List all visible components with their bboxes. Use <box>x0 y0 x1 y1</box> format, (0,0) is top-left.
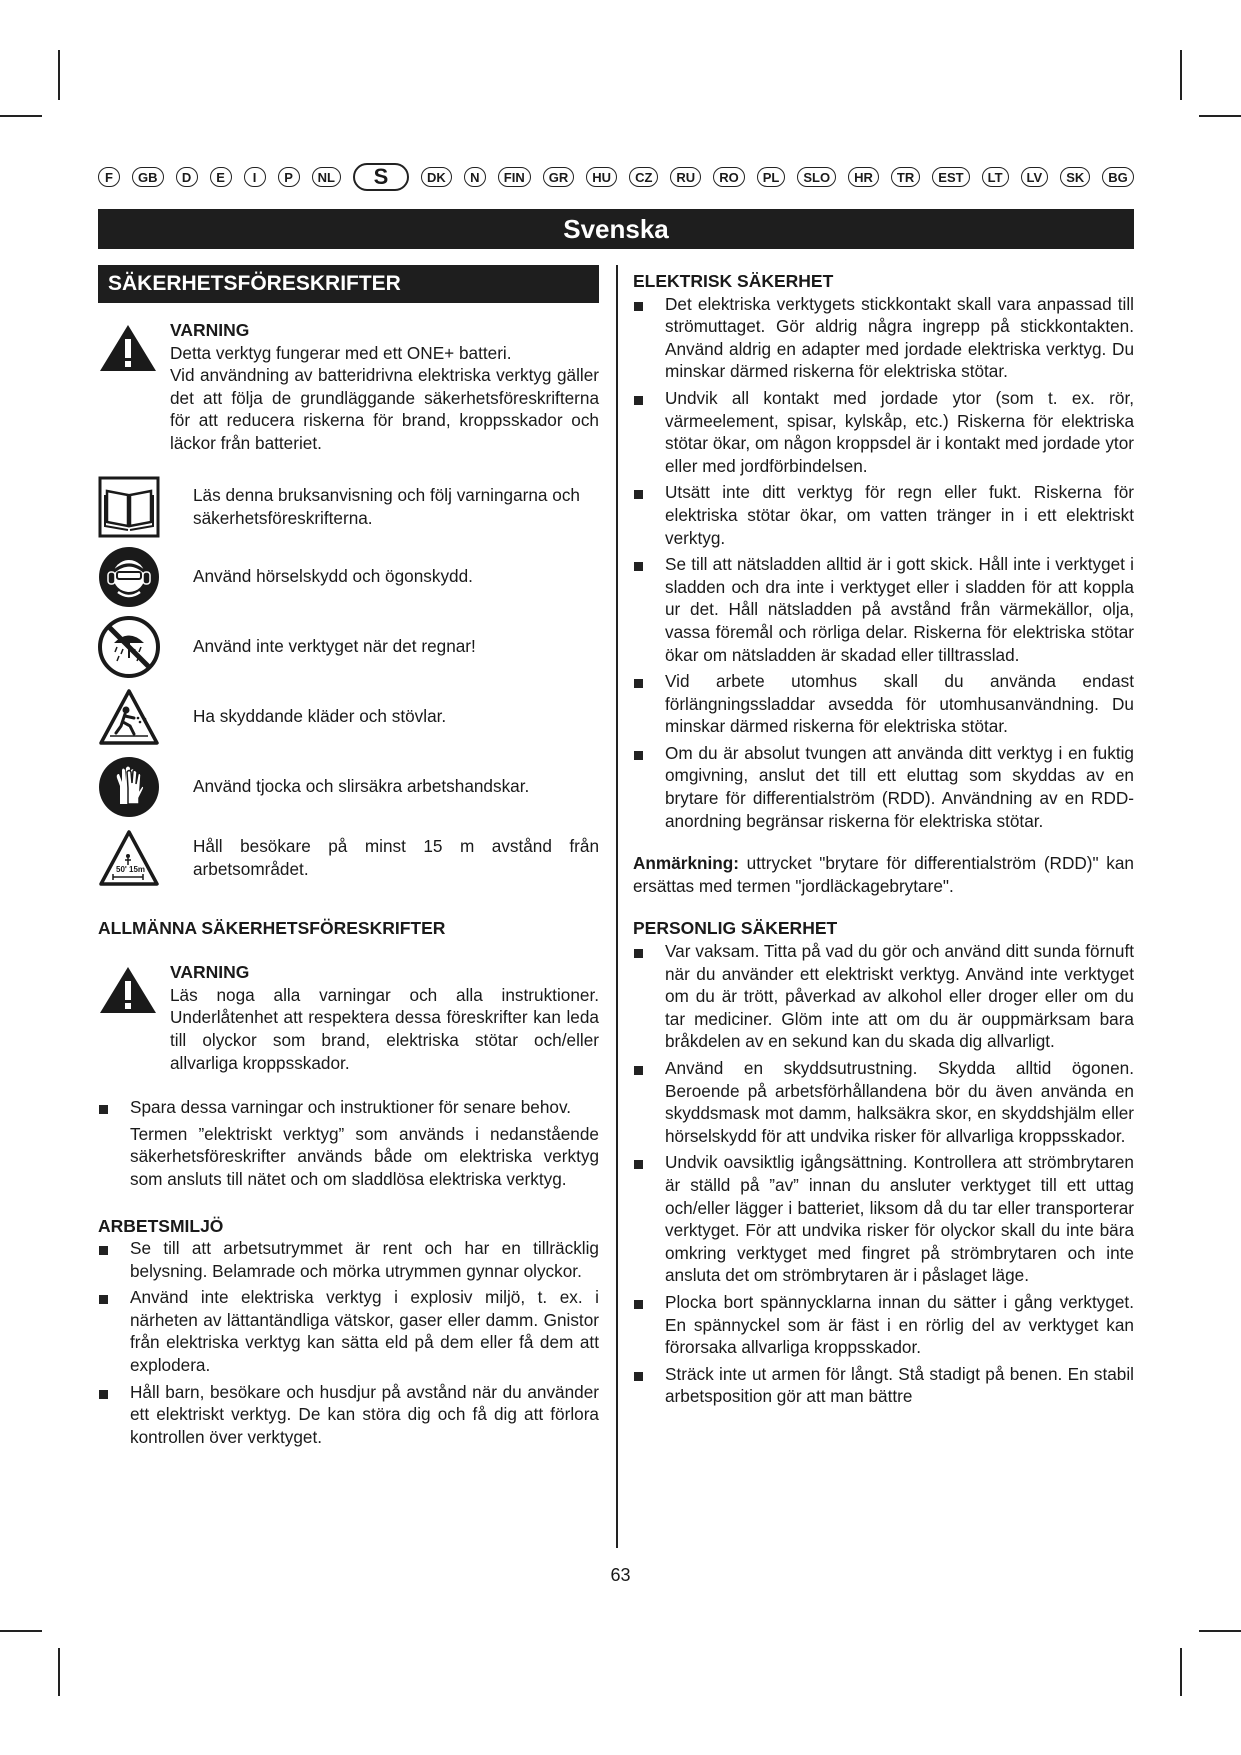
hearing-eye-protection-icon <box>98 546 170 608</box>
symbol-text: Läs denna bruksanvisning och följ varningarna och säkerhetsföreskrifterna. <box>193 484 580 528</box>
lang-tab: CZ <box>629 167 658 187</box>
symbol-text: Använd hörselskydd och ögonskydd. <box>193 566 473 587</box>
keep-distance-icon <box>98 829 170 887</box>
right-column <box>633 270 1134 1412</box>
warning-triangle-icon <box>98 961 170 1074</box>
lang-tab: PL <box>757 167 786 187</box>
warning-block <box>98 319 599 455</box>
page-number: 63 <box>610 1565 631 1585</box>
distance-meter-label: 15m <box>129 864 146 874</box>
note-label: Anmärkning: <box>633 853 739 874</box>
warning-block <box>98 961 599 1074</box>
list-item: Använd en skyddsutrustning. Skydda alltid ögonen. Beroende på arbetsförhållandena bör du även använda en skyddsmask mot damm, halksäkra skor, en skyddshjälm eller hörselskydd för att undvika risker för allvarliga kroppsskador. <box>633 1057 1134 1147</box>
list-item: Se till att arbetsutrymmet är rent och har en tillräcklig belysning. Belamrade och mörka utrymmen gynnar olyckor. <box>98 1237 599 1282</box>
lang-tab: DK <box>421 167 452 187</box>
symbol-row <box>98 617 599 677</box>
lang-tab: SLO <box>797 167 836 187</box>
electrical-safety-list <box>633 293 1134 833</box>
symbol-row <box>98 477 599 537</box>
symbol-row <box>98 757 599 817</box>
column-divider <box>616 265 618 1548</box>
symbol-row <box>98 687 599 747</box>
crop-mark <box>1199 1630 1241 1632</box>
lang-tab: P <box>278 167 300 187</box>
symbol-text: Använd inte verktyget när det regnar! <box>193 636 476 657</box>
crop-mark <box>1199 115 1241 117</box>
lang-tab: HR <box>848 167 879 187</box>
lang-tab: E <box>210 167 232 187</box>
lang-tab: SK <box>1060 167 1090 187</box>
symbol-row <box>98 827 599 889</box>
warning-triangle-icon <box>98 319 170 455</box>
warning-text: Detta verktyg fungerar med ett ONE+ batteri. <box>170 342 512 363</box>
warning-label: VARNING <box>170 962 250 983</box>
symbol-text: Ha skyddande kläder och stövlar. <box>193 706 447 727</box>
lang-tab: LT <box>982 167 1009 187</box>
list-item: Spara dessa varningar och instruktioner för senare behov. <box>98 1096 599 1119</box>
lang-tab: D <box>176 167 198 187</box>
save-instructions-list <box>98 1096 599 1119</box>
term-paragraph: Termen ”elektriskt verktyg” som används i nedanstående säkerhetsföreskrifter används både om elektriska verktyg som ansluts till nätet och om sladdlösa elektriska verktyg. <box>130 1123 599 1189</box>
list-item: Sträck inte ut armen för långt. Stå stadigt på benen. En stabil arbetsposition gör att man bättre <box>633 1363 1134 1408</box>
lang-tab: NL <box>312 167 341 187</box>
lang-tab: HU <box>586 167 617 187</box>
warning-label: VARNING <box>170 320 250 340</box>
work-environment-list <box>98 1237 599 1448</box>
lang-tab: RO <box>713 167 745 187</box>
note-paragraph <box>633 852 1134 897</box>
language-title-bar: Svenska <box>98 209 1134 249</box>
list-item: Undvik oavsiktlig igångsättning. Kontrollera att strömbrytaren är ställd på ”av” innan du ansluter verktyget till ett uttag och/eller lägger i batteriet, liksom då du tar eller transporterar verktyget. För att undvika risker för olyckor skall du inte bära omkring verktyget med fingret på strömbrytaren och inte ansluta det om strömbrytaren är i påslaget läge. <box>633 1151 1134 1287</box>
lang-tab: RU <box>670 167 701 187</box>
crop-mark <box>58 50 60 100</box>
list-item: Utsätt inte ditt verktyg för regn eller fukt. Riskerna för elektriska stötar ökar, om vatten tränger in i ett elektriskt verktyg. <box>633 481 1134 549</box>
lang-tab: EST <box>932 167 969 187</box>
lang-tab: GB <box>132 167 164 187</box>
left-column <box>98 265 599 1452</box>
no-rain-icon <box>98 616 170 678</box>
list-item: Plocka bort spännycklarna innan du sätter i gång verktyget. En spännyckel som är fäst i en rörlig del av verktyget kan förorsaka allvarliga kroppsskador. <box>633 1291 1134 1359</box>
warning-text: Läs noga alla varningar och alla instruktioner. Underlåtenhet att respektera dessa föreskrifter kan leda till olyckor som brand, elektriska stötar och/eller allvarliga kroppsskador. <box>170 984 599 1073</box>
note-text: uttrycket "brytare för differentialström (RDD)" kan ersättas med termen "jordläckagebrytare". <box>633 853 1134 896</box>
lang-tab: LV <box>1021 167 1049 187</box>
list-item: Undvik all kontakt med jordade ytor (som t. ex. rör, värmeelement, spisar, kylskåp, etc.) Riskerna för elektriska stötar ökar, om någon kroppsdel är i kontakt med jordade ytor eller med jordförbindelsen. <box>633 387 1134 477</box>
personal-safety-list <box>633 940 1134 1408</box>
crop-mark <box>58 1648 60 1696</box>
symbol-text: Använd tjocka och slirsäkra arbetshandskar. <box>193 776 530 797</box>
list-item: Om du är absolut tvungen att använda ditt verktyg i en fuktig omgivning, anslut det till ett eluttag som skyddas av en brytare för differentialström (RDD). Användning av en RDD-anordning begränsar riskerna för elektriska stötar. <box>633 742 1134 832</box>
symbol-row <box>98 547 599 607</box>
manual-book-icon <box>98 476 170 538</box>
list-item: Se till att nätsladden alltid är i gott skick. Håll inte i verktyget i sladden och dra inte i verktyget eller i sladden för att koppla ur det. Håll nätsladden på avstånd från värmekällor, olja, vassa föremål och rörliga delar. Riskerna för elektriska stötar ökar om nätsladden är skadad eller tilltrasslad. <box>633 553 1134 666</box>
work-environment-heading: ARBETSMILJÖ <box>98 1215 224 1236</box>
language-tabs <box>98 165 1134 189</box>
general-safety-heading: ALLMÄNNA SÄKERHETSFÖRESKRIFTER <box>98 917 446 938</box>
lang-tab: FIN <box>498 167 531 187</box>
warning-text: Vid användning av batteridrivna elektriska verktyg gäller det att följa de grundläggande säkerhetsföreskrifterna för att reducera riskerna för brand, kroppsskador och läckor från batteriet. <box>170 365 599 453</box>
list-item: Vid arbete utomhus skall du använda endast förlängningssladdar avsedda för utomhusanvändning. Du minskar därmed riskerna för elektriska stötar. <box>633 670 1134 738</box>
symbol-text: Håll besökare på minst 15 m avstånd från arbetsområdet. <box>193 835 599 879</box>
lang-tab: N <box>464 167 486 187</box>
lang-tab: I <box>244 167 266 187</box>
protective-clothing-icon <box>98 688 170 746</box>
lang-tab: BG <box>1102 167 1134 187</box>
lang-tab: F <box>98 167 120 187</box>
list-item: Håll barn, besökare och husdjur på avstånd när du använder ett elektriskt verktyg. De kan störa dig och få dig att förlora kontrollen över verktyget. <box>98 1381 599 1449</box>
section-title: SÄKERHETSFÖRESKRIFTER <box>98 265 599 303</box>
list-item: Använd inte elektriska verktyg i explosiv miljö, t. ex. i närheten av lättantändliga vätskor, gaser eller damm. Gnistor från elektriska verktyg kan sätta eld på dem eller få dem att explodera. <box>98 1286 599 1376</box>
lang-tab: TR <box>891 167 920 187</box>
lang-tab-active: S <box>353 163 409 191</box>
gloves-icon <box>98 756 170 818</box>
list-item: Var vaksam. Titta på vad du gör och använd ditt sunda förnuft när du använder ett elektriskt verktyg. Använd inte verktyget om du är trött, påverkad av alkohol eller droger eller om du tar mediciner. Glöm inte att om du är ouppmärksam bara bråkdelen av en sekund kan du skada dig allvarligt. <box>633 940 1134 1053</box>
crop-mark <box>0 1630 42 1632</box>
crop-mark <box>1180 1648 1182 1696</box>
personal-safety-heading: PERSONLIG SÄKERHET <box>633 918 838 939</box>
distance-feet-label: 50' <box>116 864 127 874</box>
crop-mark <box>1180 50 1182 100</box>
list-item: Det elektriska verktygets stickkontakt skall vara anpassad till strömuttaget. Gör aldrig några ingrepp på stickkontakten. Använd aldrig en adapter med jordade elektriska verktyg. Du minskar därmed riskerna för elektriska stötar. <box>633 293 1134 383</box>
electrical-safety-heading: ELEKTRISK SÄKERHET <box>633 271 834 291</box>
lang-tab: GR <box>543 167 575 187</box>
crop-mark <box>0 115 42 117</box>
